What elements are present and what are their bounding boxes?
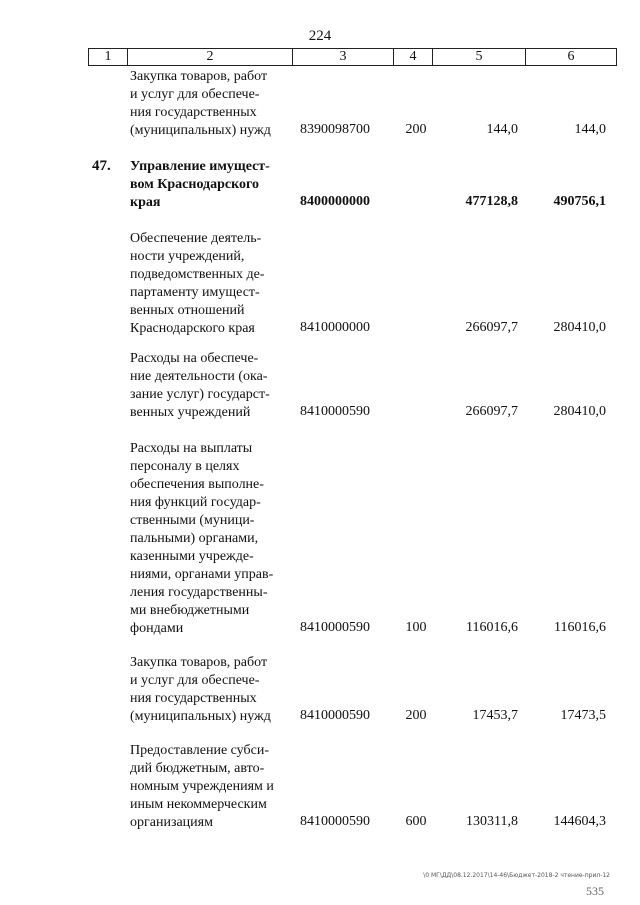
description-line: Расходы на обеспече- bbox=[130, 351, 259, 366]
description-line: партаменту имущест- bbox=[130, 285, 260, 300]
description-line: края bbox=[130, 195, 161, 210]
description-line: иным некоммерческим bbox=[130, 797, 267, 812]
row-description bbox=[130, 158, 284, 212]
target-code: 8410000590 bbox=[300, 404, 370, 419]
description-line: ления государственны- bbox=[130, 585, 268, 600]
description-line: подведомственных де- bbox=[130, 267, 265, 282]
description-line: вом Краснодарского bbox=[130, 177, 260, 192]
amount-2020: 280410,0 bbox=[553, 320, 606, 335]
description-line: ности учреждений, bbox=[130, 249, 245, 264]
amount-2020: 280410,0 bbox=[553, 404, 606, 419]
expense-type: 200 bbox=[405, 708, 427, 723]
row-description bbox=[130, 350, 284, 422]
target-code: 8410000590 bbox=[300, 814, 370, 829]
description-line: фондами bbox=[130, 621, 184, 636]
description-line: Управление имущест- bbox=[130, 159, 270, 174]
amount-2019: 144,0 bbox=[486, 122, 518, 137]
amount-2019: 116016,6 bbox=[466, 620, 518, 635]
amount-2020: 144,0 bbox=[574, 122, 606, 137]
description-line: Закупка товаров, работ bbox=[130, 655, 268, 670]
row-description bbox=[130, 440, 284, 638]
description-line: (муниципальных) нужд bbox=[130, 709, 271, 724]
description-line: ственными (муници- bbox=[130, 513, 255, 528]
amount-2019: 477128,8 bbox=[465, 194, 518, 209]
amount-2020: 144604,3 bbox=[553, 814, 606, 829]
target-code: 8410000590 bbox=[300, 620, 370, 635]
description-line: номным учреждениям и bbox=[130, 779, 274, 794]
description-line: Обеспечение деятель- bbox=[130, 231, 262, 246]
description-line: зание услуг) государст- bbox=[130, 387, 270, 402]
row-number: 47. bbox=[92, 158, 111, 174]
description-line: ния функций государ- bbox=[130, 495, 261, 510]
description-line: ниями, органами управ- bbox=[130, 567, 274, 582]
row-description bbox=[130, 742, 284, 832]
description-line: обеспечения выполне- bbox=[130, 477, 264, 492]
description-line: организациям bbox=[130, 815, 213, 830]
amount-2020: 490756,1 bbox=[553, 194, 606, 209]
corner-page-number: 535 bbox=[586, 884, 604, 898]
page-number: 224 bbox=[308, 28, 332, 44]
row-description bbox=[130, 654, 284, 726]
description-line: ми внебюджетными bbox=[130, 603, 250, 618]
description-line: венных учреждений bbox=[130, 405, 251, 420]
description-line: и услуг для обеспече- bbox=[130, 87, 260, 102]
description-line: ния государственных bbox=[130, 105, 257, 120]
header-col-5: 5 bbox=[433, 49, 526, 66]
amount-2019: 17453,7 bbox=[472, 708, 518, 723]
expense-type: 100 bbox=[405, 620, 427, 635]
expense-type: 200 bbox=[405, 122, 427, 137]
target-code: 8390098700 bbox=[300, 122, 370, 137]
target-code: 8410000590 bbox=[300, 708, 370, 723]
expense-type: 600 bbox=[405, 814, 427, 829]
description-line: дий бюджетным, авто- bbox=[130, 761, 265, 776]
description-line: Предоставление субси- bbox=[130, 743, 269, 758]
target-code: 8400000000 bbox=[300, 194, 370, 209]
amount-2019: 266097,7 bbox=[465, 320, 518, 335]
amount-2020: 116016,6 bbox=[554, 620, 606, 635]
file-path-footer: \0 МГ\ДД\08.12.2017\14-46\Бюджет-2018-2 чтение-прил-12 bbox=[423, 872, 610, 879]
header-col-1: 1 bbox=[89, 49, 128, 66]
row-description bbox=[130, 230, 284, 338]
header-col-6: 6 bbox=[526, 49, 617, 66]
description-line: Закупка товаров, работ bbox=[130, 69, 268, 84]
description-line: венных отношений bbox=[130, 303, 245, 318]
description-line: казенными учрежде- bbox=[130, 549, 254, 564]
row-description bbox=[130, 68, 284, 140]
description-line: персоналу в целях bbox=[130, 459, 240, 474]
target-code: 8410000000 bbox=[300, 320, 370, 335]
description-line: и услуг для обеспече- bbox=[130, 673, 260, 688]
description-line: Краснодарского края bbox=[130, 321, 255, 336]
header-col-2: 2 bbox=[128, 49, 293, 66]
description-line: (муниципальных) нужд bbox=[130, 123, 271, 138]
amount-2020: 17473,5 bbox=[560, 708, 606, 723]
header-col-4: 4 bbox=[394, 49, 433, 66]
column-number-header bbox=[88, 48, 617, 66]
description-line: ния государственных bbox=[130, 691, 257, 706]
amount-2019: 266097,7 bbox=[465, 404, 518, 419]
header-col-3: 3 bbox=[293, 49, 394, 66]
amount-2019: 130311,8 bbox=[466, 814, 518, 829]
description-line: Расходы на выплаты bbox=[130, 441, 253, 456]
description-line: ние деятельности (ока- bbox=[130, 369, 268, 384]
description-line: пальными) органами, bbox=[130, 531, 259, 546]
